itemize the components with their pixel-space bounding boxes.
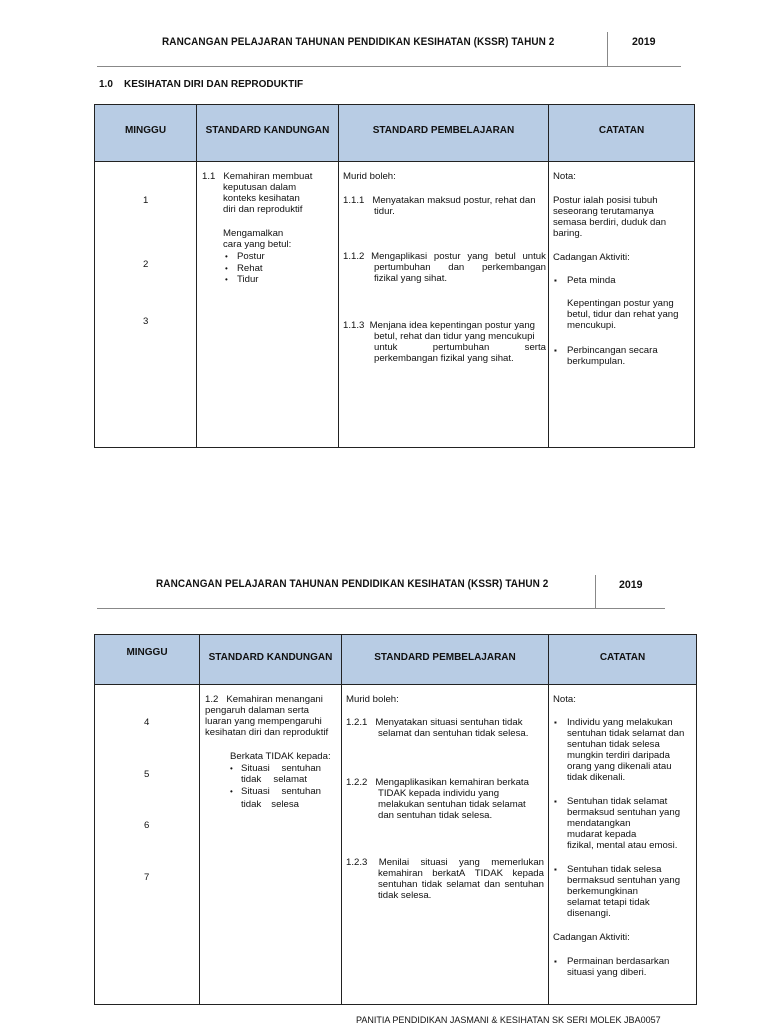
pembelajaran-line: [378, 868, 544, 879]
catatan-line: tidak dikenali.: [567, 772, 626, 783]
word: TIDAK: [474, 868, 504, 879]
header-catatan: CATATAN: [599, 652, 646, 663]
pembelajaran-intro: Murid boleh:: [343, 171, 396, 182]
header-standard-kandungan: STANDARD KANDUNGAN: [208, 652, 333, 663]
word: kepada: [512, 868, 544, 879]
pembelajaran-intro: Murid boleh:: [346, 694, 399, 705]
header-rule: [97, 66, 681, 67]
pembelajaran-line: 1.2.1 Menyatakan situasi sentuhan tidak: [346, 717, 523, 728]
pembelajaran-line: [343, 251, 546, 262]
word: tidak: [241, 799, 262, 810]
catatan-line: berkemungkinan: [567, 886, 638, 897]
week-number: 4: [144, 717, 150, 728]
word: untuk: [374, 342, 398, 353]
pembelajaran-line: 1.1.1 Menyatakan maksud postur, rehat dan: [343, 195, 536, 206]
bullet-icon: •: [230, 764, 233, 773]
catatan-nota: Nota:: [553, 171, 576, 182]
word: sentuhan: [281, 763, 321, 774]
catatan-line: selamat tetapi tidak: [567, 897, 650, 908]
catatan-line: seseorang terutamanya: [553, 206, 654, 217]
word: selesa: [271, 799, 299, 810]
pembelajaran-line: selamat dan sentuhan tidak selesa.: [378, 728, 529, 739]
section-heading: 1.0 KESIHATAN DIRI DAN REPRODUKTIF: [99, 79, 304, 90]
pembelajaran-line: betul, rehat dan tidur yang mencukupi: [374, 331, 535, 342]
pembelajaran-line: 1.1.3 Menjana idea kepentingan postur yang: [343, 320, 536, 331]
word: selamat: [273, 774, 307, 785]
bullet-icon: •: [225, 252, 228, 261]
column-divider: [338, 105, 339, 447]
pembelajaran-line: TIDAK kepada individu yang: [378, 788, 500, 799]
catatan-line: Sentuhan tidak selesa: [567, 864, 662, 875]
word: berkatA: [432, 868, 466, 879]
pembelajaran-line: [346, 857, 544, 868]
footer-text: PANITIA PENDIDIKAN JASMANI & KESIHATAN SK SERI MOLEK JBA0057: [356, 1015, 661, 1025]
pembelajaran-line: melakukan sentuhan tidak selamat: [378, 799, 526, 810]
column-divider: [548, 105, 549, 447]
word: sentuhan: [378, 879, 418, 890]
bullet-icon: ▪: [554, 797, 557, 806]
kandungan-line: pengaruh dalaman serta: [205, 705, 310, 716]
word: pertumbuhan: [432, 342, 490, 353]
bullet-icon: ▪: [554, 957, 557, 966]
word: perkembangan: [481, 262, 546, 273]
word: 1.2.3: [346, 857, 368, 868]
word: 1.1.2: [343, 251, 365, 262]
header-divider: [607, 32, 608, 66]
catatan-line: sentuhan tidak selesa: [567, 739, 660, 750]
header-standard-kandungan: STANDARD KANDUNGAN: [205, 125, 330, 136]
catatan-line: mencukupi.: [567, 320, 617, 331]
header-standard-pembelajaran: STANDARD PEMBELAJARAN: [374, 652, 516, 663]
word: postur: [433, 251, 461, 262]
column-divider: [199, 635, 200, 1004]
catatan-line: baring.: [553, 228, 583, 239]
catatan-activity: Peta minda: [567, 275, 616, 286]
catatan-activity: Perbincangan secara: [567, 345, 658, 356]
catatan-line: fizikal, mental atau emosi.: [567, 840, 678, 851]
week-number: 1: [143, 195, 149, 206]
pembelajaran-line: fizikal yang sihat.: [374, 273, 448, 284]
word: sentuhan: [281, 786, 321, 797]
bullet-icon: ▪: [554, 276, 557, 285]
catatan-aktiviti: Cadangan Aktiviti:: [553, 252, 630, 263]
column-divider: [196, 105, 197, 447]
word: tidak: [241, 774, 262, 785]
word: sentuhan: [504, 879, 544, 890]
kandungan-line: keputusan dalam: [223, 182, 297, 193]
page-title: RANCANGAN PELAJARAN TAHUNAN PENDIDIKAN KESIHATAN (KSSR) TAHUN 2: [162, 36, 555, 48]
catatan-line: semasa berdiri, duduk dan: [553, 217, 667, 228]
catatan-line: mendatangkan: [567, 818, 631, 829]
catatan-activity: Permainan berdasarkan: [567, 956, 670, 967]
kandungan-line: diri dan reproduktif: [223, 204, 303, 215]
kandungan-sub: Berkata TIDAK kepada:: [230, 751, 331, 762]
catatan-line: bermaksud sentuhan yang: [567, 807, 681, 818]
word: Situasi: [241, 763, 270, 774]
year-label: 2019: [632, 36, 656, 48]
bullet-icon: ▪: [554, 865, 557, 874]
bullet-icon: •: [225, 275, 228, 284]
column-divider: [548, 635, 549, 1004]
kandungan-line: 1.2 Kemahiran menangani: [205, 694, 323, 705]
lesson-plan-table-2: [94, 634, 697, 1005]
word: Menilai: [378, 857, 410, 868]
word: dan: [484, 879, 501, 890]
week-number: 2: [143, 259, 149, 270]
week-number: 5: [144, 769, 150, 780]
column-divider: [341, 635, 342, 1004]
word: yang: [459, 857, 480, 868]
kandungan-item: [241, 763, 321, 774]
kandungan-item: [241, 786, 321, 797]
kandungan-line: kesihatan diri dan reproduktif: [205, 727, 329, 738]
word: tidak: [421, 879, 443, 890]
kandungan-item: Tidur: [237, 274, 259, 285]
word: selamat: [446, 879, 480, 890]
header-minggu: MINGGU: [124, 125, 167, 136]
bullet-icon: •: [230, 787, 233, 796]
lesson-plan-table-1: [94, 104, 695, 448]
catatan-line: Kepentingan postur yang: [567, 298, 674, 309]
catatan-line: berkumpulan.: [567, 356, 626, 367]
word: situasi: [420, 857, 448, 868]
pembelajaran-line: [374, 262, 546, 273]
kandungan-line: luaran yang mempengaruhi: [205, 716, 322, 727]
week-number: 7: [144, 872, 150, 883]
pembelajaran-line: dan sentuhan tidak selesa.: [378, 810, 493, 821]
kandungan-item: Rehat: [237, 263, 263, 274]
catatan-line: orang yang dikenali atau: [567, 761, 672, 772]
catatan-line: betul, tidur dan rehat yang: [567, 309, 679, 320]
catatan-line: Individu yang melakukan: [567, 717, 673, 728]
pembelajaran-line: perkembangan fizikal yang sihat.: [374, 353, 514, 364]
header-rule: [97, 608, 665, 609]
catatan-line: Postur ialah posisi tubuh: [553, 195, 658, 206]
kandungan-sub: Mengamalkan: [223, 228, 284, 239]
pembelajaran-line: [374, 342, 546, 353]
header-standard-pembelajaran: STANDARD PEMBELAJARAN: [372, 125, 515, 136]
catatan-line: situasi yang diberi.: [567, 967, 647, 978]
catatan-line: sentuhan tidak selamat dan: [567, 728, 685, 739]
kandungan-sub: cara yang betul:: [223, 239, 292, 250]
catatan-line: mudarat kepada: [567, 829, 637, 840]
bullet-icon: ▪: [554, 718, 557, 727]
header-catatan: CATATAN: [598, 125, 645, 136]
kandungan-item: Postur: [237, 251, 265, 262]
bullet-icon: ▪: [554, 346, 557, 355]
pembelajaran-line: tidur.: [374, 206, 395, 217]
catatan-line: disenangi.: [567, 908, 611, 919]
word: serta: [524, 342, 546, 353]
word: memerlukan: [491, 857, 544, 868]
bullet-icon: •: [225, 264, 228, 273]
kandungan-line: konteks kesihatan: [223, 193, 300, 204]
word: betul: [494, 251, 516, 262]
word: pertumbuhan: [374, 262, 431, 273]
catatan-nota: Nota:: [553, 694, 576, 705]
catatan-line: mungkin terdiri daripada: [567, 750, 670, 761]
kandungan-item: [241, 799, 299, 810]
pembelajaran-line: tidak selesa.: [378, 890, 432, 901]
word: yang: [467, 251, 489, 262]
header-divider: [595, 575, 596, 608]
word: kemahiran: [378, 868, 423, 879]
catatan-line: Sentuhan tidak selamat: [567, 796, 668, 807]
word: Situasi: [241, 786, 270, 797]
year-label: 2019: [619, 579, 643, 591]
header-minggu: MINGGU: [126, 647, 168, 658]
week-number: 3: [143, 316, 149, 327]
kandungan-line: 1.1 Kemahiran membuat: [202, 171, 313, 182]
pembelajaran-line: [378, 879, 544, 890]
word: Mengaplikasi: [371, 251, 428, 262]
word: untuk: [522, 251, 546, 262]
page-title: RANCANGAN PELAJARAN TAHUNAN PENDIDIKAN KESIHATAN (KSSR) TAHUN 2: [156, 578, 549, 590]
pembelajaran-line: 1.2.2 Mengaplikasikan kemahiran berkata: [346, 777, 529, 788]
week-number: 6: [144, 820, 150, 831]
word: dan: [448, 262, 465, 273]
catatan-line: bermaksud sentuhan yang: [567, 875, 681, 886]
kandungan-item: [241, 774, 307, 785]
catatan-aktiviti: Cadangan Aktiviti:: [553, 932, 630, 943]
